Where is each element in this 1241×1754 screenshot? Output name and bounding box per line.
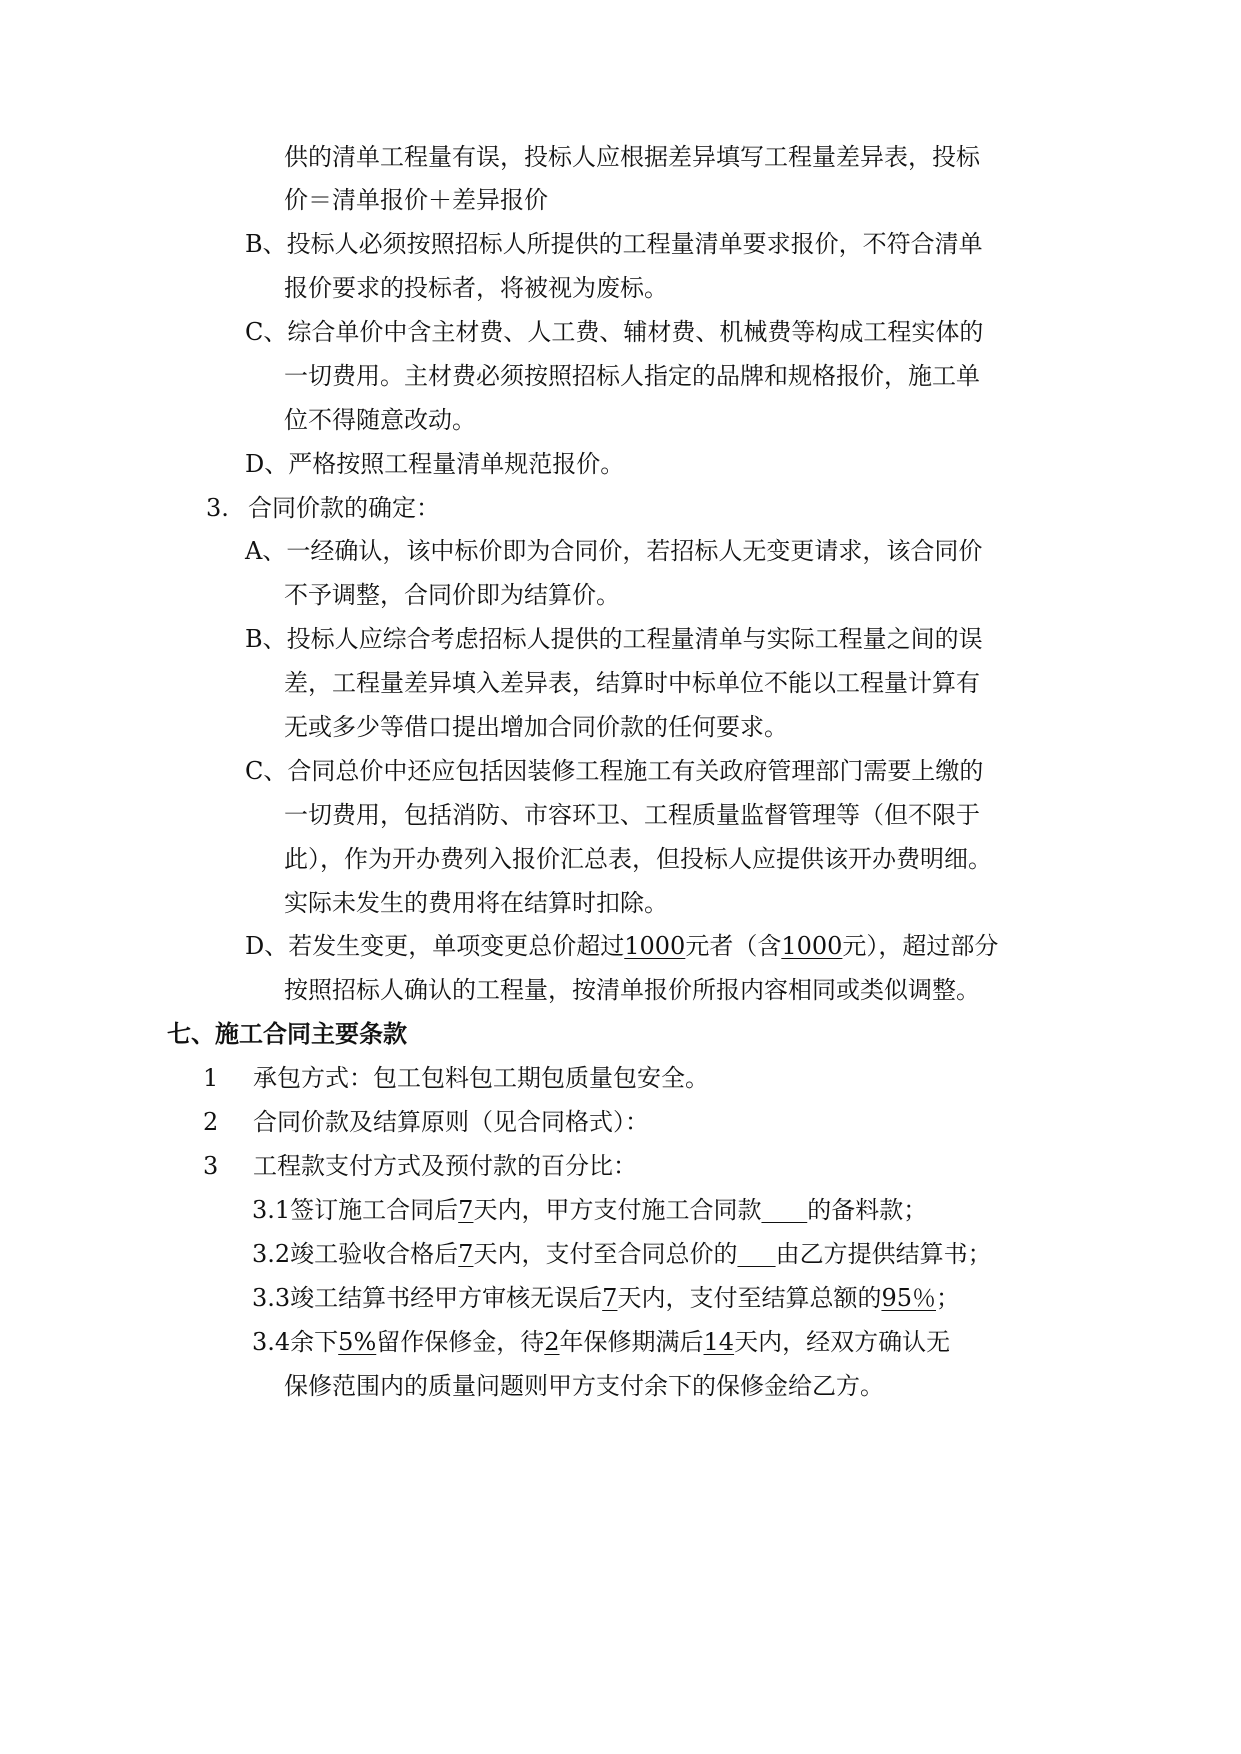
para-line: 一切费用。主材费必须按照招标人指定的品牌和规格报价，施工单 bbox=[284, 362, 980, 390]
clause-3-2 bbox=[252, 1239, 992, 1269]
days-value: 14 bbox=[703, 1328, 735, 1356]
item-label: C、 bbox=[245, 757, 288, 785]
clause-text: 合同价款及结算原则（见合同格式）： bbox=[253, 1108, 649, 1136]
item-text: 合同总价中还应包括因装修工程施工有关政府管理部门需要上缴的 bbox=[287, 757, 984, 785]
years-value: 2 bbox=[544, 1328, 560, 1356]
para-line: 实际未发生的费用将在结算时扣除。 bbox=[284, 889, 668, 917]
section-3 bbox=[206, 493, 440, 523]
para-line: 按照招标人确认的工程量，按清单报价所报内容相同或类似调整。 bbox=[284, 976, 980, 1004]
para-line: 此），作为开办费列入报价汇总表，但投标人应提供该开办费明细。 bbox=[284, 845, 992, 873]
para-line: 差，工程量差异填入差异表，结算时中标单位不能以工程量计算有 bbox=[284, 669, 980, 697]
clause-number: 3.2 bbox=[252, 1240, 291, 1268]
clause-text: 承包方式：包工包料包工期包质量包安全。 bbox=[253, 1064, 709, 1092]
section-title: 合同价款的确定： bbox=[248, 494, 440, 522]
para-line: 价＝清单报价＋差异报价 bbox=[284, 186, 548, 214]
clause-number: 3.3 bbox=[252, 1284, 291, 1312]
clause-text: ； bbox=[936, 1284, 960, 1312]
clause-text: 天内，支付至合同总价的 bbox=[473, 1240, 738, 1268]
para-line: 报价要求的投标者，将被视为废标。 bbox=[284, 274, 668, 302]
days-value: 7 bbox=[458, 1240, 474, 1268]
para-line: 无或多少等借口提出增加合同价款的任何要求。 bbox=[284, 713, 788, 741]
clause-text: 天内，支付至结算总额的 bbox=[617, 1284, 882, 1312]
clause-text: 竣工结算书经甲方审核无误后 bbox=[290, 1284, 603, 1312]
item-text: 投标人应综合考虑招标人提供的工程量清单与实际工程量之间的误 bbox=[286, 625, 983, 653]
clause-number: 1 bbox=[203, 1064, 219, 1092]
para-line: 位不得随意改动。 bbox=[284, 406, 476, 434]
item-label: A、 bbox=[245, 537, 287, 565]
clause-text: 竣工验收合格后 bbox=[290, 1240, 459, 1268]
amount-value: 1000 bbox=[624, 932, 686, 960]
item-label: B、 bbox=[245, 230, 287, 258]
item-3d bbox=[245, 931, 998, 961]
item-3b bbox=[245, 624, 983, 654]
para-line: 保修范围内的质量问题则甲方支付余下的保修金给乙方。 bbox=[284, 1372, 884, 1400]
item-label: C、 bbox=[245, 318, 288, 346]
clause-text: 年保修期满后 bbox=[559, 1328, 704, 1356]
section-heading-7: 七、施工合同主要条款 bbox=[167, 1020, 407, 1048]
item-3a bbox=[245, 536, 982, 566]
clause-3-1 bbox=[252, 1195, 927, 1225]
clause-number: 3.1 bbox=[252, 1196, 291, 1224]
clause-number: 3 bbox=[203, 1152, 219, 1180]
clause-text: 留作保修金，待 bbox=[376, 1328, 545, 1356]
clause-text: 签订施工合同后 bbox=[290, 1196, 459, 1224]
item-text: 若发生变更，单项变更总价超过 bbox=[288, 932, 625, 960]
clause-text: 由乙方提供结算书； bbox=[775, 1240, 992, 1268]
clause-text: 工程款支付方式及预付款的百分比： bbox=[253, 1152, 637, 1180]
percent-value: 95％ bbox=[881, 1284, 936, 1312]
amount-value: 1000 bbox=[781, 932, 843, 960]
clause-number: 2 bbox=[203, 1108, 219, 1136]
item-b bbox=[245, 229, 983, 259]
clause-text: 天内，经双方确认无 bbox=[734, 1328, 951, 1356]
item-label: B、 bbox=[245, 625, 287, 653]
clause-3-3 bbox=[252, 1283, 960, 1313]
clause-text: 天内，甲方支付施工合同款 bbox=[473, 1196, 762, 1224]
clause-2 bbox=[203, 1107, 649, 1137]
clause-1 bbox=[203, 1063, 709, 1093]
section-number: 3. bbox=[206, 494, 229, 522]
percent-value: 5% bbox=[338, 1328, 377, 1356]
item-text: 严格按照工程量清单规范报价。 bbox=[288, 450, 625, 478]
clause-number: 3.4 bbox=[252, 1328, 291, 1356]
para-line: 供的清单工程量有误，投标人应根据差异填写工程量差异表，投标 bbox=[284, 143, 980, 171]
item-d bbox=[245, 449, 624, 479]
clause-3 bbox=[203, 1151, 637, 1181]
item-text: 元），超过部分 bbox=[842, 932, 999, 960]
blank-field bbox=[737, 1240, 775, 1268]
item-text: 元者（含 bbox=[685, 932, 782, 960]
item-text: 投标人必须按照招标人所提供的工程量清单要求报价，不符合清单 bbox=[286, 230, 983, 258]
days-value: 7 bbox=[458, 1196, 474, 1224]
item-text: 综合单价中含主材费、人工费、辅材费、机械费等构成工程实体的 bbox=[287, 318, 984, 346]
para-line: 不予调整，合同价即为结算价。 bbox=[284, 581, 620, 609]
item-text: 一经确认，该中标价即为合同价，若招标人无变更请求，该合同价 bbox=[286, 537, 983, 565]
clause-text: 余下 bbox=[290, 1328, 339, 1356]
blank-field bbox=[761, 1196, 807, 1224]
para-line: 一切费用，包括消防、市容环卫、工程质量监督管理等（但不限于 bbox=[284, 801, 980, 829]
clause-text: 的备料款； bbox=[807, 1196, 928, 1224]
item-label: D、 bbox=[245, 450, 289, 478]
item-3c bbox=[245, 756, 983, 786]
item-label: D、 bbox=[245, 932, 289, 960]
days-value: 7 bbox=[602, 1284, 618, 1312]
clause-3-4 bbox=[252, 1327, 950, 1357]
item-c bbox=[245, 317, 983, 347]
